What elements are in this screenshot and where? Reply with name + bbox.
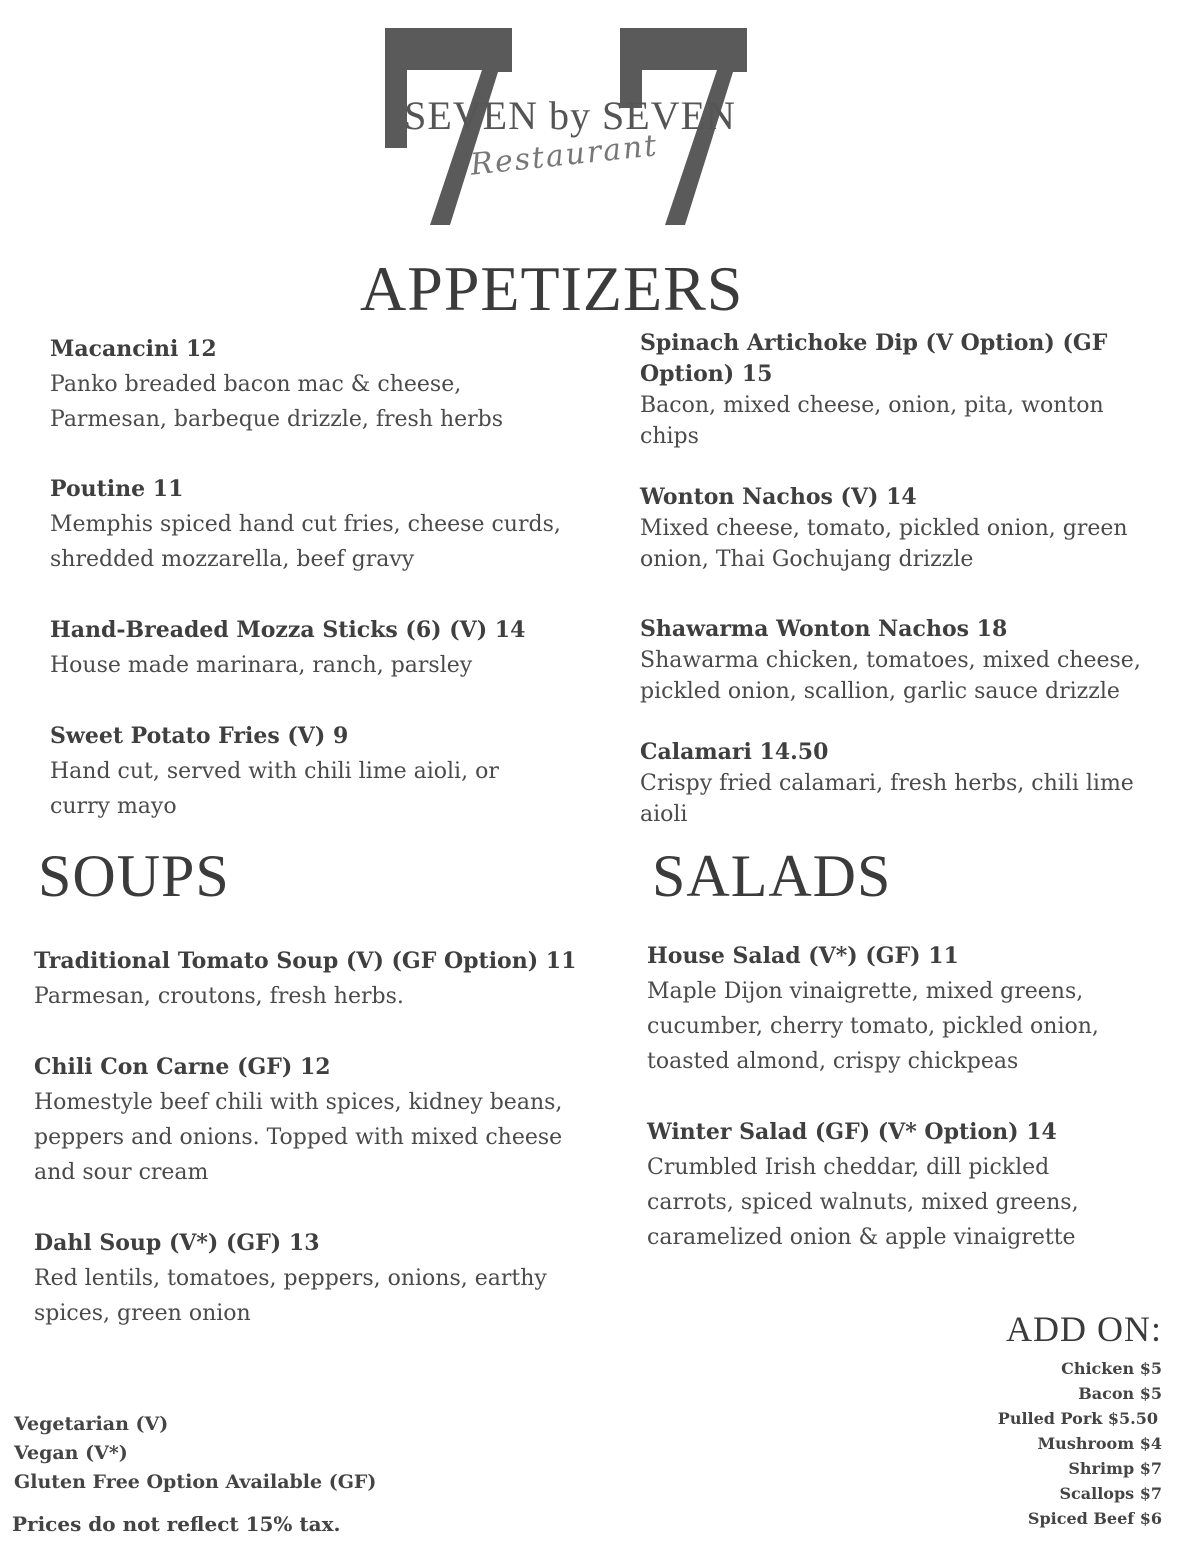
item-desc: House made marinara, ranch, parsley (50, 653, 473, 678)
legend-item: Vegetarian (V) (14, 1413, 169, 1435)
menu-item (50, 472, 570, 577)
brand-name: SEVEN by SEVEN (404, 93, 736, 138)
item-name: Dahl Soup (V*) (GF) 13 (34, 1230, 320, 1256)
item-desc: Parmesan, croutons, fresh herbs. (34, 984, 404, 1009)
item-desc: Bacon, mixed cheese, onion, pita, wonton chips (640, 393, 1104, 449)
item-desc: Maple Dijon vinaigrette, mixed greens, cucumber, cherry tomato, pickled onion, toasted almond, crispy chickpeas (647, 979, 1099, 1074)
item-name: Calamari 14.50 (640, 739, 829, 765)
item-name: Wonton Nachos (V) 14 (640, 484, 917, 510)
menu-item (34, 1226, 554, 1331)
tax-note: Prices do not reflect 15% tax. (12, 1512, 341, 1536)
soups-heading: SOUPS (38, 843, 230, 909)
add-on-item: Scallops $7 (1059, 1484, 1162, 1503)
item-desc: Homestyle beef chili with spices, kidney beans, peppers and onions. Topped with mixed cheese and sour cream (34, 1090, 563, 1185)
item-desc: Panko breaded bacon mac & cheese, Parmesan, barbeque drizzle, fresh herbs (50, 372, 504, 432)
menu-item (647, 1115, 1087, 1255)
item-desc: Crispy fried calamari, fresh herbs, chili lime aioli (640, 771, 1134, 827)
item-name: Sweet Potato Fries (V) 9 (50, 723, 349, 749)
item-desc: Hand cut, served with chili lime aioli, or curry mayo (50, 759, 499, 819)
appetizers-heading: APPETIZERS (360, 253, 744, 324)
item-name: Traditional Tomato Soup (V) (GF Option) 11 (34, 948, 577, 974)
item-desc: Red lentils, tomatoes, peppers, onions, earthy spices, green onion (34, 1266, 547, 1326)
item-desc: Memphis spiced hand cut fries, cheese curds, shredded mozzarella, beef gravy (50, 512, 561, 572)
brand-subtitle: Restaurant (468, 128, 660, 183)
item-desc: Shawarma chicken, tomatoes, mixed cheese, pickled onion, scallion, garlic sauce drizzle (640, 648, 1141, 704)
add-on-item: Shrimp $7 (1068, 1459, 1162, 1478)
salads-heading: SALADS (652, 843, 892, 909)
menu-item (34, 1050, 574, 1190)
item-name: Shawarma Wonton Nachos 18 (640, 616, 1008, 642)
menu-item (34, 944, 594, 1014)
add-on-list (998, 1356, 1162, 1531)
item-name: Spinach Artichoke Dip (V Option) (GF Option) 15 (640, 330, 1108, 387)
dietary-legend (14, 1410, 376, 1497)
legend-item: Vegan (V*) (14, 1442, 128, 1464)
item-desc: Crumbled Irish cheddar, dill pickled carrots, spiced walnuts, mixed greens, caramelized onion & apple vinaigrette (647, 1155, 1079, 1250)
add-on-item: Chicken $5 (1061, 1359, 1162, 1378)
menu-item (50, 613, 570, 683)
menu-item (640, 737, 1140, 830)
add-on-item: Pulled Pork $5.50 (997, 1409, 1158, 1428)
item-desc: Mixed cheese, tomato, pickled onion, green onion, Thai Gochujang drizzle (640, 516, 1128, 572)
item-name: Poutine 11 (50, 476, 184, 502)
add-on-item: Bacon $5 (1078, 1384, 1162, 1403)
add-on-item: Spiced Beef $6 (1027, 1509, 1162, 1528)
item-name: Winter Salad (GF) (V* Option) 14 (647, 1119, 1057, 1145)
menu-item (647, 939, 1107, 1079)
add-on-heading: ADD ON: (1006, 1309, 1162, 1349)
menu-item (50, 719, 530, 824)
item-name: Chili Con Carne (GF) 12 (34, 1054, 331, 1080)
menu-item (640, 482, 1140, 575)
item-name: House Salad (V*) (GF) 11 (647, 943, 959, 969)
legend-item: Gluten Free Option Available (GF) (14, 1471, 377, 1493)
item-name: Macancini 12 (50, 336, 217, 362)
menu-item (640, 328, 1140, 452)
menu-item (640, 614, 1150, 707)
menu-item (50, 332, 570, 437)
add-on-item: Mushroom $4 (1037, 1434, 1162, 1453)
item-name: Hand-Breaded Mozza Sticks (6) (V) 14 (50, 617, 526, 643)
